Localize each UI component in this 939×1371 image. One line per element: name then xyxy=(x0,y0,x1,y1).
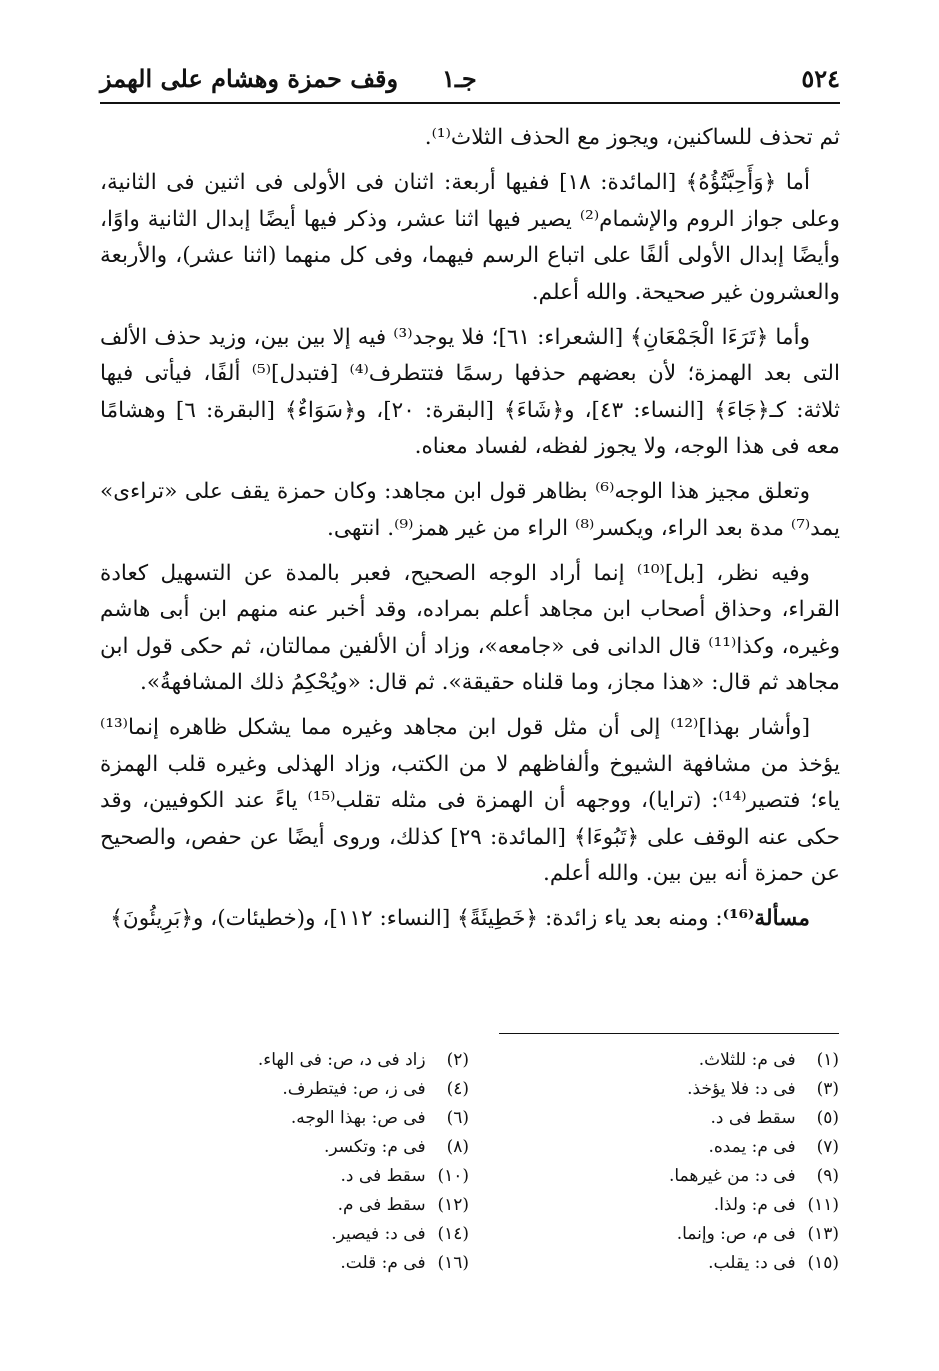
footnote-text: فى ز، ص: فيتطرف. xyxy=(282,1079,426,1099)
paragraph-text: ثم تحذف للساكنين، ويجوز مع الحذف الثلاث⁽¹⁾. xyxy=(424,125,840,150)
paragraph-text: [وأشار بهذا]⁽¹²⁾ إلى أن مثل قول ابن مجاهد وغيره مما يشكل ظاهره إنما⁽¹³⁾ يؤخذ من مشافهة الشيوخ وألفاظهم لا من الكتب، وزاد الهذلى وغيره قلب الهمزة ياء؛ فتصير⁽¹⁴⁾: (ترايا)، ووجهه أن الهمزة فى مثله تقلب⁽¹⁵⁾ ياءً عند الكوفيين، وقد حكى عنه الوقف على ﴿تَبُوءَا﴾ [المائدة: ٢٩] كذلك، وروى أيضًا عن حفص، والصحيح عن حمزة أنه بين بين. والله أعلم. xyxy=(100,715,840,886)
paragraph xyxy=(100,710,840,893)
footnote-number: (١٥) xyxy=(807,1253,839,1273)
footnote-text: فى م: يمده. xyxy=(708,1137,796,1157)
footnote-text: زاد فى د، ص: فى الهاء. xyxy=(257,1050,426,1070)
issue-heading: مسألة⁽¹⁶⁾ xyxy=(722,906,810,931)
footnote xyxy=(99,1133,469,1162)
footnote-text: فى م: وتكسر. xyxy=(323,1137,426,1157)
footnotes xyxy=(99,1046,839,1286)
footnote xyxy=(99,1249,469,1278)
paragraph xyxy=(100,474,840,547)
footnote-separator xyxy=(499,1033,839,1034)
footnote xyxy=(469,1133,839,1162)
footnote xyxy=(469,1191,839,1220)
footnote-text: سقط فى د. xyxy=(340,1166,426,1186)
footnote-number: (١٦) xyxy=(437,1253,469,1273)
footnote-number: (١٢) xyxy=(437,1195,469,1215)
header-rule xyxy=(100,102,840,104)
footnote-text: فى م، ص: وإنما. xyxy=(676,1224,796,1244)
footnote-text: فى د: فيصير. xyxy=(331,1224,426,1244)
footnote-number: (٨) xyxy=(446,1137,469,1157)
paragraph xyxy=(100,901,840,938)
paragraph xyxy=(100,165,840,311)
footnote-number: (١١) xyxy=(807,1195,839,1215)
footnote xyxy=(99,1162,469,1191)
footnote-number: (١٤) xyxy=(437,1224,469,1244)
running-header xyxy=(100,58,840,104)
paragraph-text: : ومنه بعد ياء زائدة: ﴿خَطِيئَةً﴾ [النساء: ١١٢]، و(خطيئات)، و﴿بَرِيئُونَ﴾ xyxy=(110,906,723,931)
footnote-number: (٥) xyxy=(816,1108,839,1128)
footnote xyxy=(99,1104,469,1133)
page-number: ٥٢٤ xyxy=(801,64,840,93)
paragraph xyxy=(100,320,840,466)
footnote-number: (٧) xyxy=(816,1137,839,1157)
chapter-title: وقف حمزة وهشام على الهمز xyxy=(100,64,399,93)
footnote-number: (٣) xyxy=(816,1079,839,1099)
footnotes-right-column xyxy=(469,1046,839,1278)
footnote xyxy=(99,1191,469,1220)
footnote xyxy=(469,1249,839,1278)
footnote xyxy=(469,1046,839,1075)
footnote-number: (٦) xyxy=(446,1108,469,1128)
footnote-number: (١) xyxy=(816,1050,839,1070)
main-text xyxy=(100,120,840,946)
footnote-number: (١٣) xyxy=(807,1224,839,1244)
footnote-text: فى م: قلت. xyxy=(340,1253,426,1273)
paragraph xyxy=(100,120,840,157)
footnote-text: فى د: من غيرهما. xyxy=(668,1166,796,1186)
footnote-text: فى د: يقلب. xyxy=(708,1253,796,1273)
footnote xyxy=(99,1075,469,1104)
footnote-text: فى م: ولذا. xyxy=(713,1195,796,1215)
footnote-text: سقط فى م. xyxy=(337,1195,426,1215)
footnote-number: (١٠) xyxy=(437,1166,469,1186)
footnote-number: (٩) xyxy=(816,1166,839,1186)
footnote xyxy=(99,1220,469,1249)
volume-label: جـ١ xyxy=(442,64,477,93)
footnote-text: فى ص: بهذا الوجه. xyxy=(290,1108,426,1128)
footnote xyxy=(469,1162,839,1191)
footnote-number: (٤) xyxy=(446,1079,469,1099)
footnote-text: سقط فى د. xyxy=(710,1108,796,1128)
paragraph-text: وتعلق مجيز هذا الوجه⁽⁶⁾ بظاهر قول ابن مجاهد: وكان حمزة يقف على «تراءى» يمد⁽⁷⁾ مدة بعد الراء، ويكسر⁽⁸⁾ الراء من غير همز⁽⁹⁾. انتهى. xyxy=(100,479,840,541)
paragraph-text: وفيه نظر، [بل]⁽¹⁰⁾ إنما أراد الوجه الصحيح، فعبر بالمدة عن التسهيل كعادة القراء، وحذاق أصحاب ابن مجاهد أعلم بمراده، وقد أخبر عنه منهم ابن أبى هاشم وغيره، وكذا⁽¹¹⁾ قال الدانى فى «جامعه»، وزاد أن الألفين ممالتان، ثم حكى قول ابن مجاهد ثم قال: «هذا مجاز، وما قلناه حقيقة». ثم قال: «ويُحْكِمُ ذلك المشافهةُ». xyxy=(100,560,840,695)
footnote-text: فى م: للثلاث. xyxy=(698,1050,796,1070)
footnote xyxy=(469,1104,839,1133)
paragraph-text: أما ﴿وَأَحِبَّتُؤُهُ﴾ [المائدة: ١٨] ففيها أربعة: اثنان فى الأولى فى اثنين فى الثانية، وعلى جواز الروم والإشمام⁽²⁾ يصير فيها اثنا عشر، وذكر فيها أيضًا إبدال الثانية واوًا، وأيضًا إبدال الأولى ألفًا على اتباع الرسم فيهما، وفى كل منهما (اثنا عشر)، والأربعة والعشرون غير صحيحة. والله أعلم. xyxy=(100,170,840,305)
footnote-text: فى د: فلا يؤخذ. xyxy=(687,1079,796,1099)
footnote-number: (٢) xyxy=(446,1050,469,1070)
paragraph xyxy=(100,556,840,702)
paragraph-text: وأما ﴿تَرَءَا الْجَمْعَانِ﴾ [الشعراء: ٦١]؛ فلا يوجد⁽³⁾ فيه إلا بين بين، وزيد حذف الألف التى بعد الهمزة؛ لأن بعضهم حذفها رسمًا فتتطرف⁽⁴⁾ [فتبدل]⁽⁵⁾ ألفًا، فيأتى فيها ثلاثة: كـ﴿جَاءَ﴾ [النساء: ٤٣]، و﴿شَاءَ﴾ [البقرة: ٢٠]، و﴿سَوَاءٌ﴾ [البقرة: ٦] وهشامًا معه فى هذا الوجه، ولا يجوز لفظه، لفساد معناه. xyxy=(100,324,840,459)
footnote xyxy=(99,1046,469,1075)
footnote xyxy=(469,1220,839,1249)
footnote xyxy=(469,1075,839,1104)
footnotes-left-column xyxy=(99,1046,469,1278)
